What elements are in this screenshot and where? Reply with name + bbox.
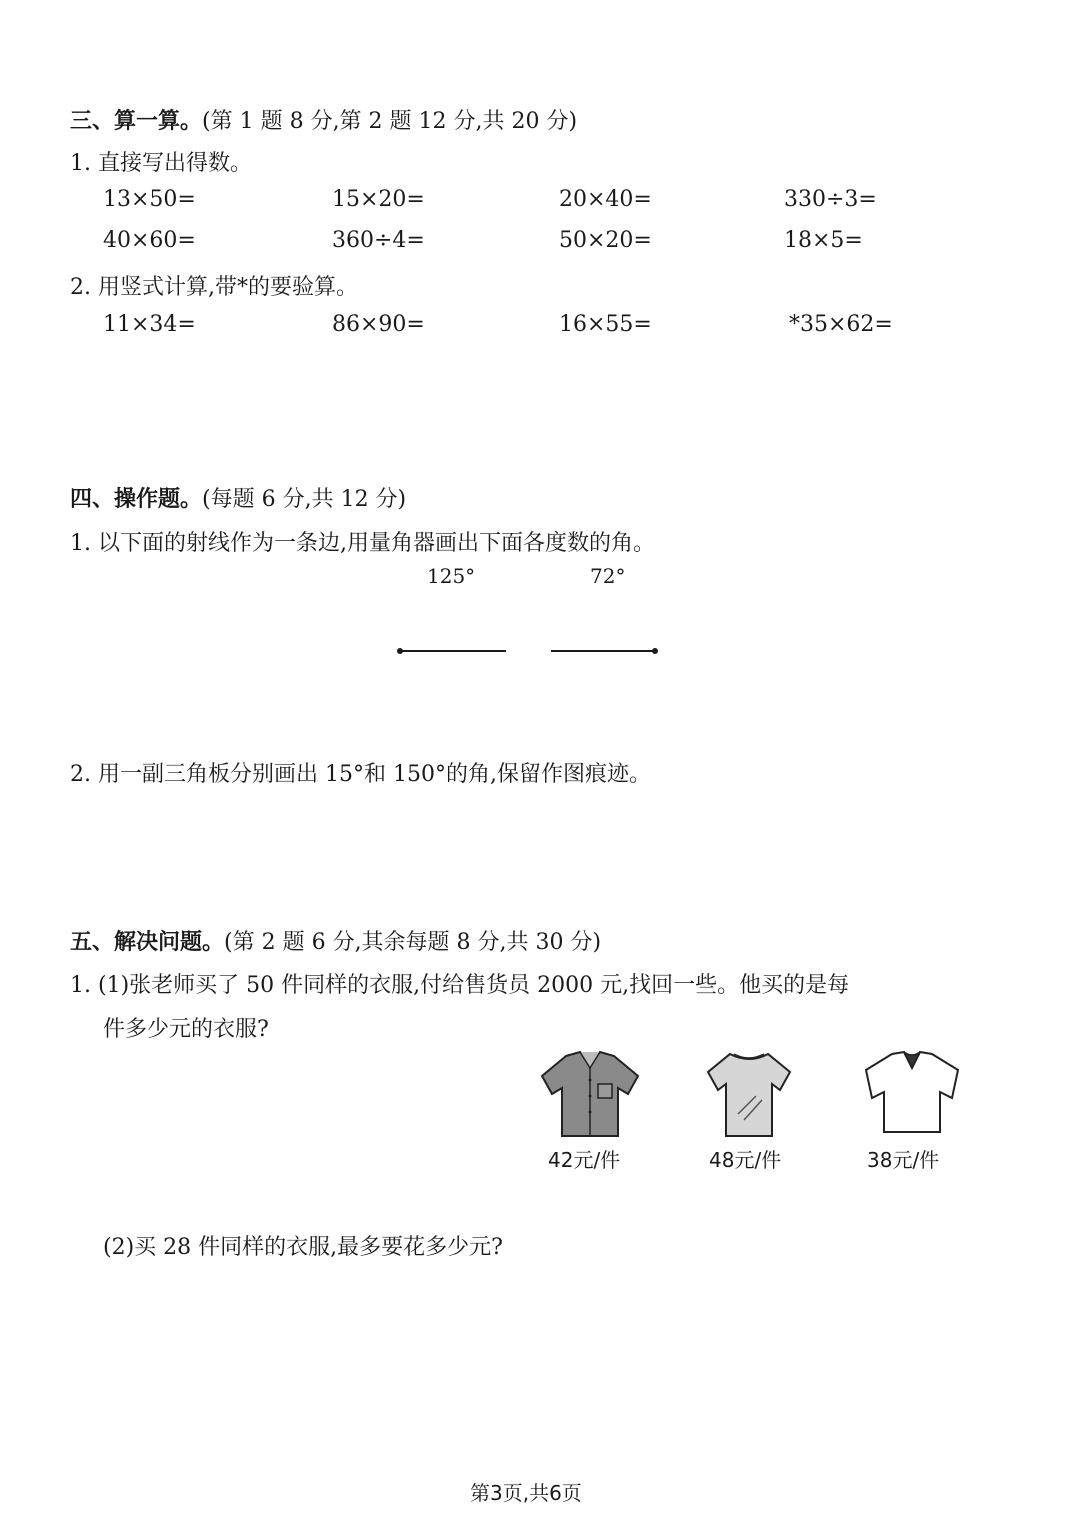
angle-label-72: 72° (590, 564, 626, 588)
page-number: 第3页,共6页 (470, 1481, 582, 1505)
expression-item: 40×60= (103, 228, 196, 253)
vertical-calc-item: 86×90= (332, 312, 425, 337)
price-label-shirt: 42元/件 (548, 1148, 621, 1172)
vertical-calc-item: *35×62= (789, 312, 893, 337)
expression-item: 330÷3= (784, 187, 877, 212)
section-3-heading: 三、算一算。(第 1 题 8 分,第 2 题 12 分,共 20 分) (70, 108, 578, 134)
tshirt-image (704, 1048, 794, 1140)
ray-right (551, 650, 655, 652)
question-5-1-line1: 1. (1)张老师买了 50 件同样的衣服,付给售货员 2000 元,找回一些。他买的是每 (70, 973, 850, 998)
price-label-blouse: 38元/件 (867, 1148, 940, 1172)
angle-label-125: 125° (427, 564, 476, 588)
section-4-heading: 四、操作题。(每题 6 分,共 12 分) (70, 486, 407, 512)
blouse-image (862, 1048, 962, 1136)
question-4-2-prompt: 2. 用一副三角板分别画出 15°和 150°的角,保留作图痕迹。 (70, 762, 651, 787)
expression-item: 13×50= (103, 187, 196, 212)
question-5-1-line2: 件多少元的衣服? (103, 1017, 269, 1042)
question-3-2-prompt: 2. 用竖式计算,带*的要验算。 (70, 275, 358, 300)
section-5-heading: 五、解决问题。(第 2 题 6 分,其余每题 8 分,共 30 分) (70, 929, 602, 955)
vertical-calc-item: 11×34= (103, 312, 196, 337)
shirt-image (538, 1050, 642, 1140)
ray-endpoint-right (652, 648, 658, 654)
expression-item: 20×40= (559, 187, 652, 212)
question-4-1-prompt: 1. 以下面的射线作为一条边,用量角器画出下面各度数的角。 (70, 531, 655, 556)
expression-item: 50×20= (559, 228, 652, 253)
expression-item: 15×20= (332, 187, 425, 212)
ray-left (400, 650, 506, 652)
price-label-tshirt: 48元/件 (709, 1148, 782, 1172)
expression-item: 360÷4= (332, 228, 425, 253)
question-5-1-part2: (2)买 28 件同样的衣服,最多要花多少元? (103, 1235, 503, 1260)
question-3-1-prompt: 1. 直接写出得数。 (70, 151, 252, 176)
expression-item: 18×5= (784, 228, 863, 253)
vertical-calc-item: 16×55= (559, 312, 652, 337)
